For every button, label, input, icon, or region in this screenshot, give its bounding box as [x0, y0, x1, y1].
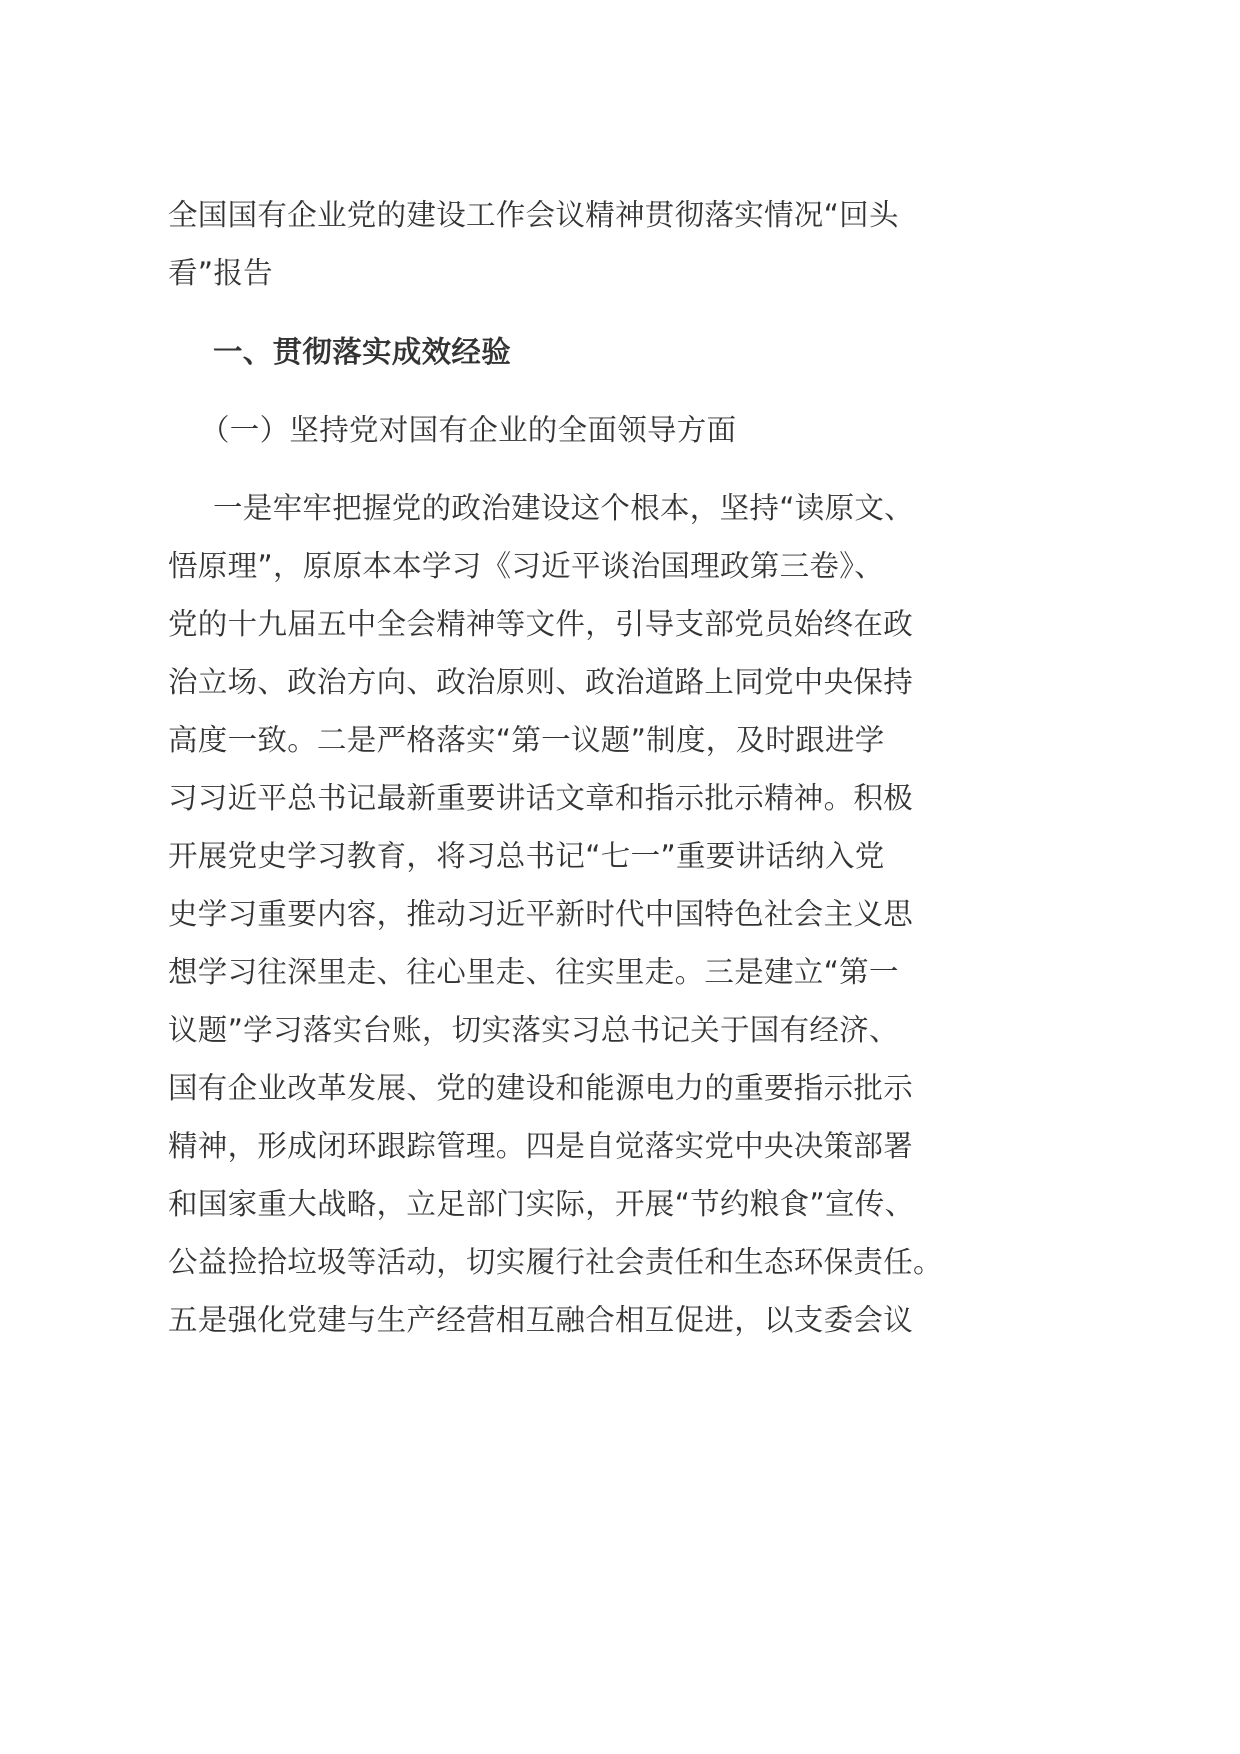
body-line: 悟原理”，原原本本学习《习近平谈治国理政第三卷》、	[168, 549, 885, 583]
body-line: 史学习重要内容，推动习近平新时代中国特色社会主义思	[168, 897, 914, 931]
body-line: 习习近平总书记最新重要讲话文章和指示批示精神。积极	[168, 781, 914, 815]
document-title-line-2: 看”报告	[168, 256, 273, 290]
body-line: 一是牢牢把握党的政治建设这个根本，坚持“读原文、	[213, 491, 914, 525]
body-line: 高度一致。二是严格落实“第一议题”制度，及时跟进学	[168, 723, 885, 757]
section-heading: 一、贯彻落实成效经验	[213, 335, 512, 369]
subsection-heading: （一）坚持党对国有企业的全面领导方面	[200, 413, 737, 447]
body-line: 想学习往深里走、往心里走、往实里走。三是建立“第一	[168, 955, 899, 989]
body-line: 和国家重大战略，立足部门实际，开展“节约粮食”宣传、	[168, 1187, 915, 1221]
body-line: 国有企业改革发展、党的建设和能源电力的重要指示批示	[168, 1071, 914, 1105]
body-line: 开展党史学习教育，将习总书记“七一”重要讲话纳入党	[168, 839, 885, 873]
body-line: 党的十九届五中全会精神等文件，引导支部党员始终在政	[168, 607, 914, 641]
body-line: 五是强化党建与生产经营相互融合相互促进，以支委会议	[168, 1303, 914, 1337]
body-line: 公益捡拾垃圾等活动，切实履行社会责任和生态环保责任。	[168, 1245, 943, 1279]
document-title-line-1: 全国国有企业党的建设工作会议精神贯彻落实情况“回头	[168, 198, 899, 232]
body-line: 议题”学习落实台账，切实落实习总书记关于国有经济、	[168, 1013, 899, 1047]
body-line: 治立场、政治方向、政治原则、政治道路上同党中央保持	[168, 665, 914, 699]
body-line: 精神，形成闭环跟踪管理。四是自觉落实党中央决策部署	[168, 1129, 914, 1163]
